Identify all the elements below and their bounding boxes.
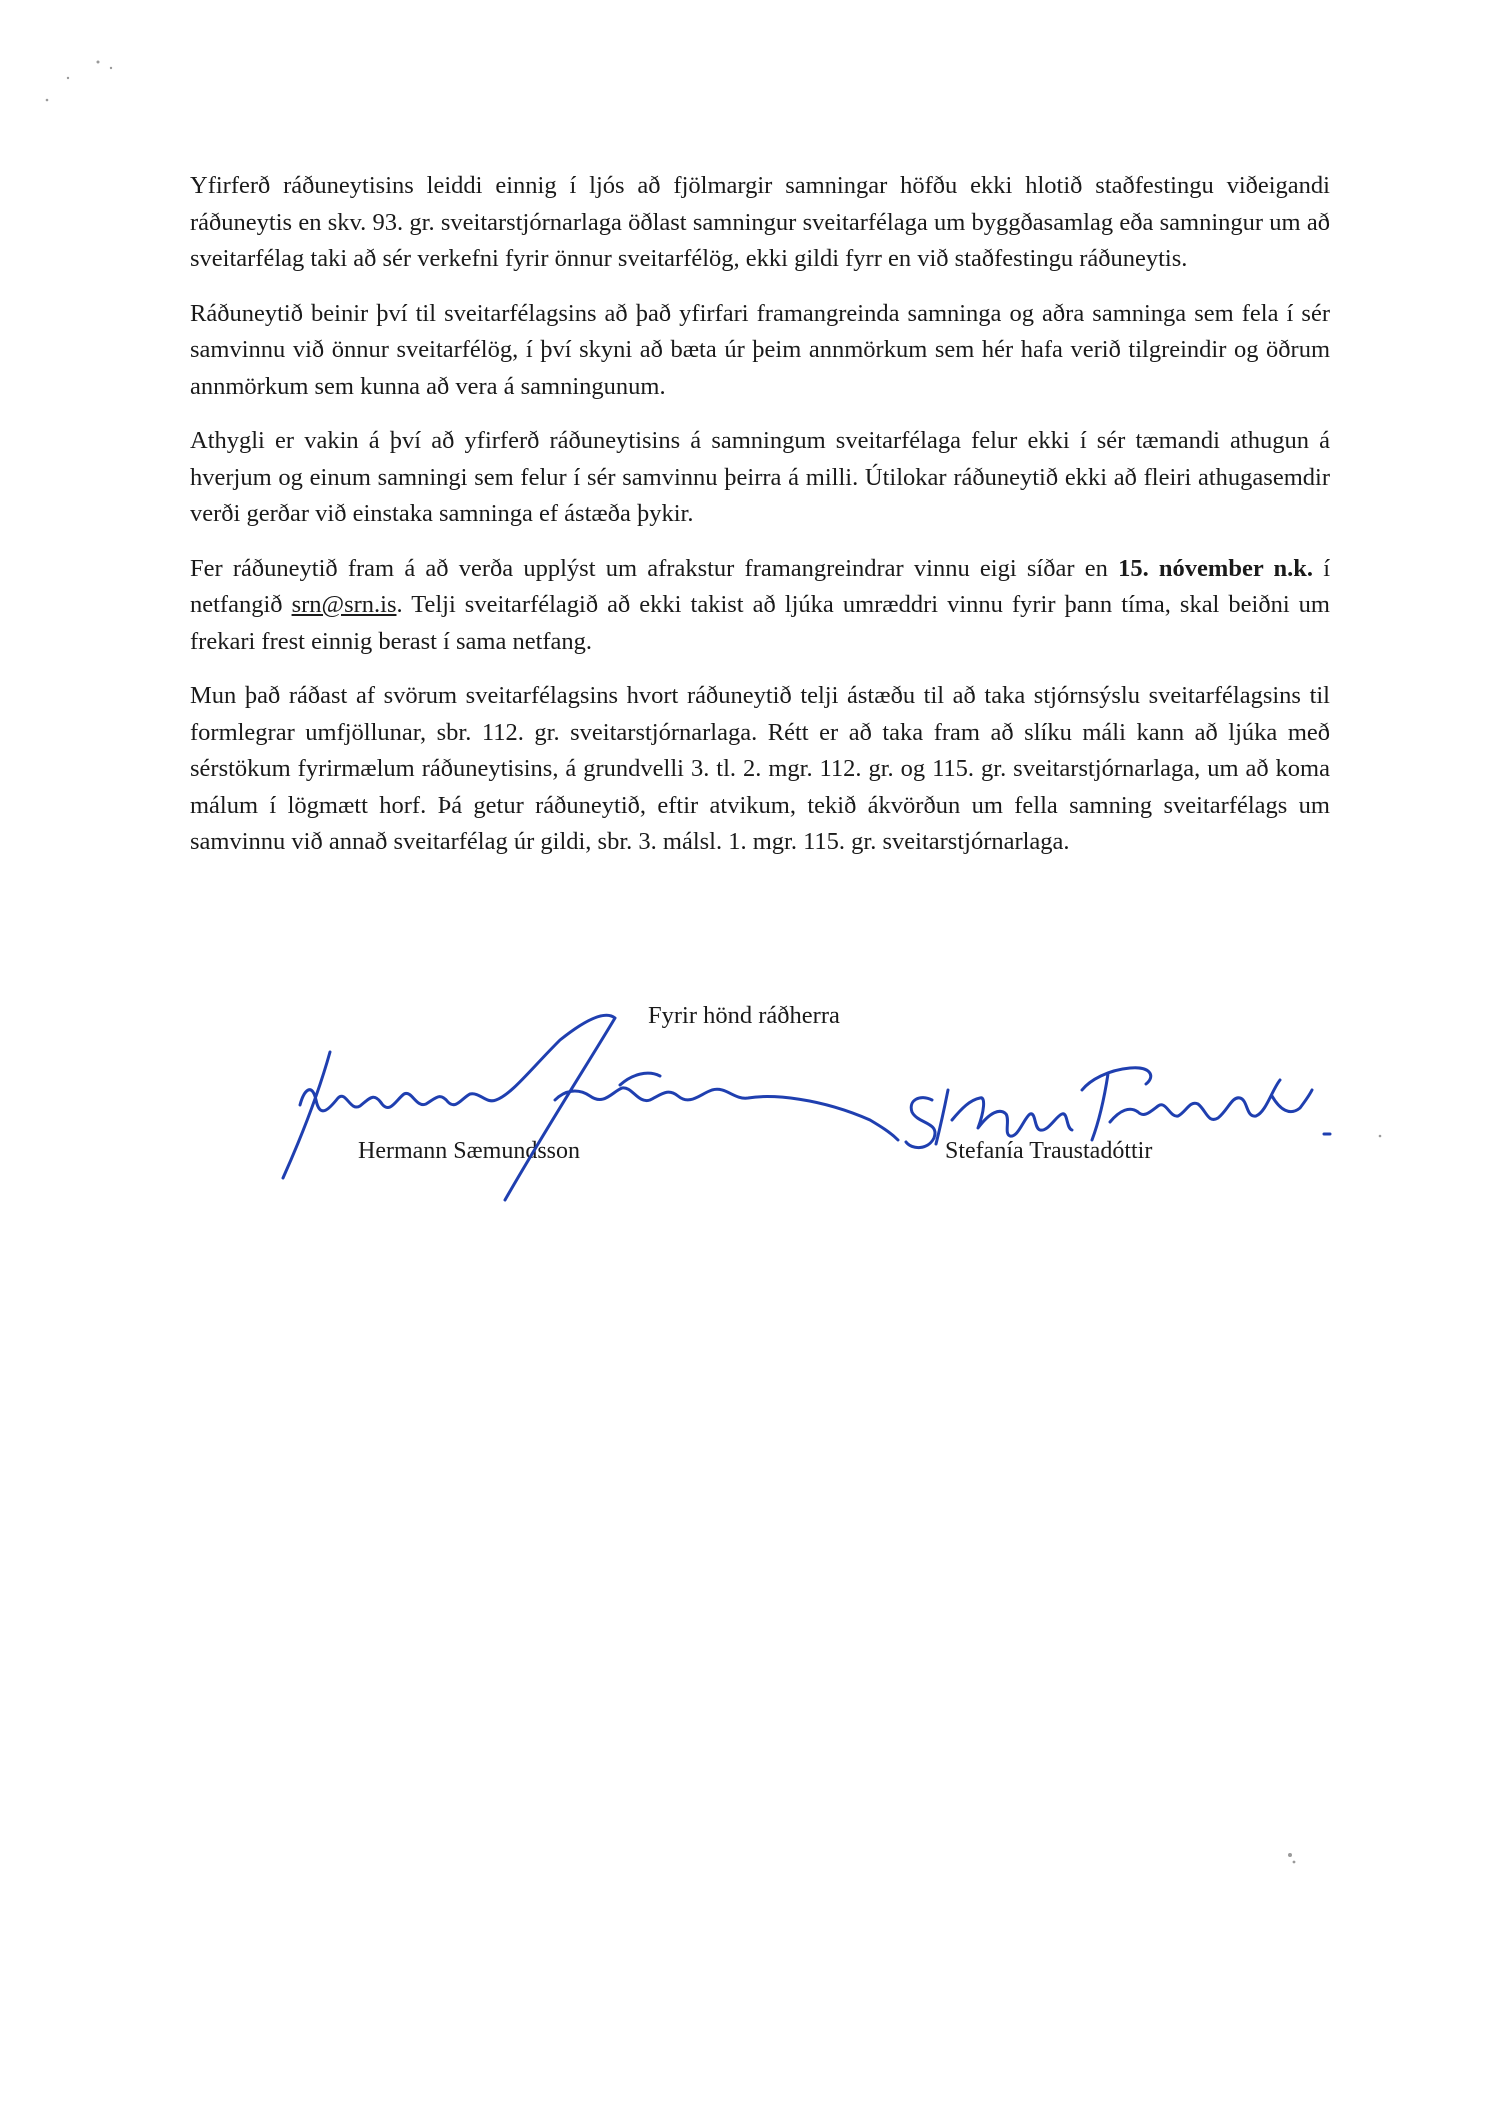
email-link[interactable]: srn@srn.is [291, 591, 397, 618]
speck [1379, 1135, 1382, 1138]
speck [110, 67, 112, 69]
closing-line: Fyrir hönd ráðherra [648, 1002, 840, 1029]
signer-name-left: Hermann Sæmundsson [358, 1138, 580, 1164]
paragraph-1: Yfirferð ráðuneytisins leiddi einnig í ljós að fjölmargir samningar höfðu ekki hlotið staðfestingu viðeigandi ráðuneytis en skv. 93. gr. sveitarstjórnarlaga öðlast samningur sveitarfélaga um byggðasamlag eða samningur um að sveitarfélag taki að sér verkefni fyrir önnur sveitarfélög, ekki gildi fyrr en við staðfestingu ráðuneytis. [190, 172, 1330, 272]
speck [1293, 1861, 1296, 1864]
paragraph-4-mid: í netfangið [190, 554, 1331, 618]
speck [46, 99, 49, 102]
paragraph-3: Athygli er vakin á því að yfirferð ráðuneytisins á samningum sveitarfélaga felur ekki í sér tæmandi athugun á hverjum og einum samningi sem felur í sér samvinnu þeirra á milli. Útilokar ráðuneytið ekki að fleiri athugasemdir verði gerðar við einstaka samninga ef ástæða þykir. [190, 427, 1330, 527]
speck [97, 61, 100, 64]
paragraph-4-tail: . Telji sveitarfélagið að ekki takist að ljúka umræddri vinnu fyrir þann tíma, skal beiðni um frekari frest einnig berast í sama netfang. [190, 591, 1330, 655]
speck [67, 77, 69, 79]
deadline-date: 15. nóvember n.k. [1118, 554, 1313, 582]
paragraph-4-lead: Fer ráðuneytið fram á að verða upplýst um afrakstur framangreindrar vinnu eigi síðar en [190, 554, 1119, 582]
paragraph-5: Mun það ráðast af svörum sveitarfélagsins hvort ráðuneytið telji ástæðu til að taka stjórnsýslu sveitarfélagsins til formlegrar umfjöllunar, sbr. 112. gr. sveitarstjórnarlaga. Rétt er að taka fram að slíku máli kann að ljúka með sérstökum fyrirmælum ráðuneytisins, á grundvelli 3. tl. 2. mgr. 112. gr. og 115. gr. sveitarstjórnarlaga, um að koma málum í lögmætt horf. Þá getur ráðuneytið, eftir atvikum, tekið ákvörðun um fella samning sveitarfélags um samvinnu við annað sveitarfélag úr gildi, sbr. 3. málsl. 1. mgr. 115. gr. sveitarstjórnarlaga. [190, 682, 1330, 855]
speck [1288, 1853, 1292, 1857]
signer-name-right: Stefanía Traustadóttir [945, 1138, 1153, 1164]
paragraph-2: Ráðuneytið beinir því til sveitarfélagsins að það yfirfari framangreinda samninga og aðra samninga sem fela í sér samvinnu við önnur sveitarfélög, í því skyni að bæta úr þeim annmörkum sem hér hafa verið tilgreindir og öðrum annmörkum sem kunna að vera á samningunum. [190, 299, 1330, 400]
